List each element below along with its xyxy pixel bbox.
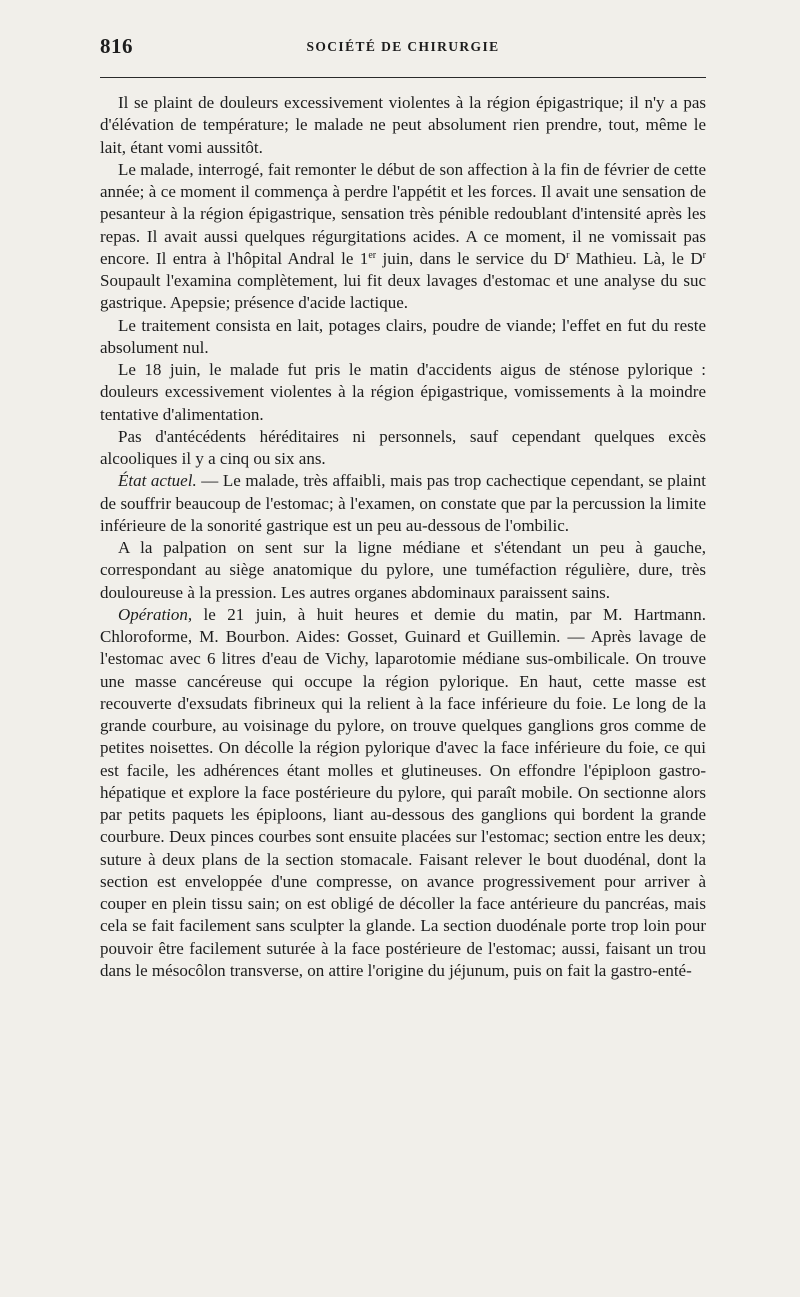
page-number: 816 [100, 34, 133, 58]
paragraph-text: Soupault l'examina complètement, lui fit deux lavages d'estomac et une analyse du suc gastrique. Apepsie; présence d'acide lactique. [100, 271, 706, 313]
paragraph [100, 359, 706, 426]
paragraph-text: juin, dans le service du D [376, 248, 567, 268]
paragraph-text: Pas d'antécédents héréditaires ni personnels, sauf cependant quelques excès alcooliques il y a cinq ou six ans. [100, 426, 706, 468]
paragraph-text: Il se plaint de douleurs excessivement violentes à la région épigastrique; il n'y a pas d'élévation de température; le malade ne peut absolument rien prendre, tout, même le lait, étant vomi aussitôt. [100, 93, 706, 157]
running-title: SOCIÉTÉ DE CHIRURGIE [306, 39, 500, 54]
body-text [100, 92, 706, 982]
paragraph [100, 426, 706, 471]
paragraph-text: — Le malade, très affaibli, mais pas trop cachectique cependant, se plaint de souffrir beaucoup de l'estomac; à l'examen, on constate que par la percussion la limite inférieure de la sonorité gastrique est un peu au-dessous de l'ombilic. [100, 471, 706, 535]
paragraph-text: A la palpation on sent sur la ligne médiane et s'étendant un peu à gauche, correspondant au siège anatomique du pylore, une tuméfaction régulière, dure, très douloureuse à la pression. Les autres organes abdominaux paraissent sains. [100, 538, 706, 602]
paragraph [100, 315, 706, 360]
superscript: er [368, 249, 377, 261]
paragraph-text: Le malade, interrogé, fait remonter le début de son affection à la fin de février de cette année; à ce moment il commença à perdre l'appétit et les forces. Il avait une sensation de pesanteur à la région épigastrique, sensation très pénible redoublant d'intensité après les repas. Il avait aussi quelques régurgitations acides. A ce moment, il ne vomissait pas encore. Il entra à l'hôpital Andral le 1 [100, 159, 706, 268]
section-lead-label: Opération, [118, 604, 193, 624]
superscript: r [702, 249, 706, 261]
paragraph-text: Le 18 juin, le malade fut pris le matin d'accidents aigus de sténose pylorique : douleurs excessivement violentes à la région épigastrique, vomissements à la moindre tentative d'alimentation. [100, 360, 706, 424]
paragraph [100, 604, 706, 982]
paragraph-text: le 21 juin, à huit heures et demie du matin, par M. Hartmann. Chloroforme, M. Bourbon. Aides: Gosset, Guinard et Guillemin. — Après lavage de l'estomac avec 6 litres d'eau de Vichy, laparotomie médiane sus-ombilicale. On trouve une masse cancéreuse qui occupe la région pylorique. En haut, cette masse est recouverte d'exsudats fibrineux qui la relient à la face inférieure du foie. Le long de la grande courbure, au voisinage du pylore, on trouve quelques ganglions gros comme de petites noisettes. On décolle la région pylorique d'avec la face inférieure du foie, ce qui est facile, les adhérences étant molles et glutineuses. On effondre l'épiploon gastro-hépatique et explore la face postérieure du pylore, qui paraît mobile. On sectionne alors par petits paquets les épiploons, liant au-dessous des ganglions qui bordent la grande courbure. Deux pinces courbes sont ensuite placées sur l'estomac; section entre les deux; suture à deux plans de la section stomacale. Faisant relever le bout duodénal, dont la section est enveloppée d'une compresse, on avance progressivement pour arriver à couper en plein tissu sain; on est obligé de décoller la face antérieure du pancréas, mais cela se fait facilement sans sculpter la glande. La section duodénale porte trop loin pour pouvoir être facilement suturée à la face postérieure de l'estomac; aussi, faisant un trou dans le mésocôlon transverse, on attire l'origine du jéjunum, puis on fait la gastro-enté- [100, 604, 706, 980]
paragraph-text: Mathieu. Là, le D [569, 248, 703, 268]
paragraph [100, 92, 706, 159]
paragraph [100, 159, 706, 315]
paragraph-text: Le traitement consista en lait, potages clairs, poudre de viande; l'effet en fut du reste absolument nul. [100, 315, 706, 357]
page-header [100, 34, 706, 68]
paragraph [100, 537, 706, 604]
superscript: r [566, 249, 570, 261]
header-rule [100, 77, 706, 78]
section-lead-label: État actuel. [118, 471, 197, 491]
paragraph [100, 470, 706, 537]
